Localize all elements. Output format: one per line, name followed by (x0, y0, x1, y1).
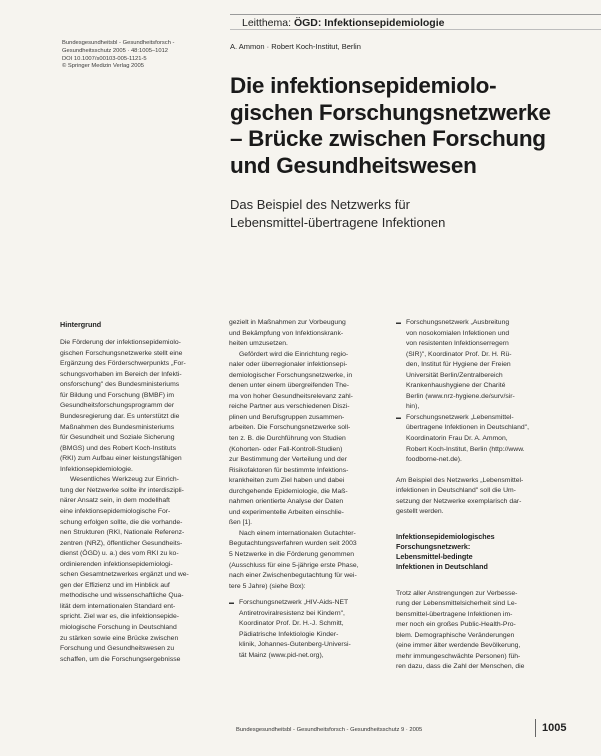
text-line: gen der Effizienz und im Hinblick auf (60, 581, 170, 589)
title-line: und Gesundheitswesen (230, 152, 477, 178)
text-line: gestellt werden. (396, 508, 444, 516)
text-line: mehr immungeschwächte Personen) füh- (396, 652, 521, 660)
text-line: tung der Netzwerke sollte ihr interdiszipli- (60, 486, 184, 494)
text-line: zur Bestimmung der Verteilung und der (229, 456, 347, 464)
text-line: rung der Lebensmittelsicherheit sind Le- (396, 600, 517, 608)
citation-block (62, 40, 212, 71)
text-line: Risikofaktoren für bestimmte Infektions- (229, 466, 349, 474)
text-line: Trotz aller Anstrengungen zur Verbesse- (396, 589, 518, 597)
paragraph (229, 529, 379, 592)
text-line: Bundesregierung dar. Es unterstützt die (60, 413, 180, 421)
text-line: setzung der Netzwerke exemplarisch dar- (396, 497, 522, 505)
text-line: Maßnahmen des Bundesministeriums (60, 423, 175, 431)
article-subtitle (230, 196, 570, 231)
text-line: ren dazu, dass die Zahl der Menschen, die (396, 663, 525, 671)
text-line: ▬ Forschungsnetzwerk „Lebensmittel- (396, 413, 561, 424)
paragraph (396, 589, 561, 673)
text-line: schung erfolgen sollte, die die vorhande- (60, 518, 183, 526)
text-line: für Bildung und Forschung (BMBF) im (60, 391, 175, 399)
text-line: (RKI) zum Aufbau einer leistungsfähigen (60, 455, 182, 463)
text-line: von resistenten Infektionserregern (406, 340, 509, 348)
text-line: ßen [1]. (229, 519, 253, 527)
text-line: tere 5 Jahre) (siehe Box): (229, 582, 306, 590)
section-topic: ÖGD: Infektionsepidemiologie (293, 17, 445, 29)
text-line: spricht. Ziel war es, die infektionsepide- (60, 613, 179, 621)
text-line: Nach einem internationalen Gutachter- (239, 529, 356, 537)
paragraph (396, 476, 561, 518)
text-line: dienst (ÖGD) u. a.) des vom RKI zu ko- (60, 550, 179, 558)
text-line: (SIR)", Koordinator Prof. Dr. H. Rü- (406, 350, 512, 358)
heading-line: Forschungsnetzwerk: (396, 542, 471, 552)
text-line: von nosokomialen Infektionen und (406, 329, 510, 337)
section-heading (396, 532, 561, 573)
text-line: infektionen in Deutschland" soll die Um- (396, 487, 516, 495)
text-line: eine infektionsepidemiologische For- (60, 507, 171, 515)
paragraph (229, 318, 379, 350)
text-line: miologische Forschung in Deutschland (60, 623, 177, 631)
title-line: Die infektionsepidemiolo- (230, 73, 497, 98)
copyright-line: © Springer Medizin Verlag 2005 (62, 63, 144, 70)
heading-line: Lebensmittel-bedingte (396, 552, 473, 562)
text-line: blem. Demographische Veränderungen (396, 631, 515, 639)
text-line: tät Mainz (www.pid-net.org), (239, 651, 324, 659)
title-line: – Brücke zwischen Forschung (230, 126, 546, 151)
text-line: ordinierenden infektionsepidemiologi- (60, 560, 173, 568)
text-line: Die Förderung der infektionsepidemiolo- (60, 339, 181, 347)
text-line: nen Strukturen (RKI, Nationale Referenz- (60, 529, 185, 537)
text-line: (eine immer älter werdende Bevölkerung, (396, 642, 521, 650)
text-line: Gefördert wird die Einrichtung regio- (239, 350, 349, 358)
title-line: gischen Forschungsnetzwerke (230, 99, 551, 125)
subtitle-line: Lebensmittel-übertragene Infektionen (230, 214, 446, 230)
text-line: methodische und wissenschaftliche Qua- (60, 592, 184, 600)
text-line: und Bekämpfung von Infektionskrank- (229, 329, 344, 337)
text-line: arbeiten. Die Forschungsnetzwerke soll- (229, 424, 351, 432)
text-line: (BMGS) und des Robert Koch-Instituts (60, 444, 176, 452)
section-label: Leitthema: (242, 17, 292, 29)
text-line: plinen und Berufsgruppen zusammen- (229, 413, 345, 421)
text-line: Wesentliches Werkzeug zur Einrich- (70, 476, 179, 484)
text-line: klinik, Johannes-Gutenberg-Universi- (239, 641, 351, 649)
heading-line: Infektionen in Deutschland (396, 562, 488, 572)
text-line: ma von hoher Gesundheitsrelevanz zahl- (229, 392, 353, 400)
text-line: Begutachtungsverfahren wurden seit 2003 (229, 540, 357, 548)
text-line: Koordinatorin Frau Dr. A. Ammon, (406, 435, 508, 443)
text-line: Universität Berlin/Zentralbereich (406, 371, 503, 379)
text-line: und experimentelle Arbeiten einschlie- (229, 508, 344, 516)
text-line: gezielt in Maßnahmen zur Vorbeugung (229, 319, 346, 326)
text-line: für Gesundheit und Soziale Sicherung (60, 434, 175, 442)
text-line: Koordinator Prof. Dr. H.-J. Schmitt, (239, 620, 344, 628)
bullet-item (396, 318, 561, 413)
text-line: schen Gesamtnetzwerkes ergänzt und we- (60, 571, 189, 579)
text-line: gischen Forschungsnetzwerke stellt eine (60, 349, 183, 357)
text-line: bensmittel-übertragene Infektionen im- (396, 610, 513, 618)
bullet-item (396, 413, 561, 466)
text-line: Krankenhaushygiene der Charité (406, 382, 506, 390)
text-line: 5 Netzwerke in die Förderung genommen (229, 551, 355, 559)
text-line: nach einer Zwischenbegutachtung für wei- (229, 572, 357, 580)
text-line: mer noch ein großes Public-Health-Pro- (396, 621, 516, 629)
text-line: zu stärken sowie eine Brücke zwischen (60, 634, 179, 642)
text-line: hin), (406, 403, 420, 411)
text-line: naler oder überregionaler infektionsepi- (229, 361, 348, 369)
paragraph (60, 338, 215, 475)
text-line: durchgehende Epidemiologie, die Maß- (229, 487, 348, 495)
text-line: ▬ Forschungsnetzwerk „HIV-Aids-NET (229, 598, 379, 609)
text-column-3 (396, 318, 561, 673)
text-column-1 (60, 320, 215, 665)
text-line: lität dem internationalen Standard ent- (60, 602, 176, 610)
text-line: übertragene Infektionen in Deutschland", (406, 424, 529, 432)
text-line: Infektionsepidemiologie. (60, 465, 133, 473)
subtitle-line: Das Beispiel des Netzwerks für (230, 197, 410, 212)
text-line: heiten umzusetzen. (229, 340, 288, 348)
text-column-2 (229, 318, 379, 662)
text-line: ▬ Forschungsnetzwerk „Ausbreitung (396, 318, 561, 329)
text-line: reiche Partner aus verschiedenen Diszi- (229, 403, 350, 411)
text-line: den, Institut für Hygiene der Freien (406, 361, 511, 369)
text-line: Ergänzung des Förderschwerpunkts „For- (60, 360, 186, 368)
text-line: denen unter einem übergreifenden The- (229, 382, 350, 390)
text-line: nahmen orientierte Analyse der Daten (229, 498, 344, 506)
text-line: schaffen, um die Forschungsergebnisse (60, 655, 181, 663)
text-line: (Ausschluss für eine 5-jährige erste Phase, (229, 561, 359, 569)
text-line: (Kohorten- oder Fall-Kontroll-Studien) (229, 445, 343, 453)
section-heading: Hintergrund (60, 320, 102, 329)
paragraph (229, 350, 379, 529)
text-line: Robert Koch-Institut, Berlin (http://www. (406, 445, 525, 453)
article-title (230, 73, 590, 179)
bullet-item (229, 598, 379, 661)
text-line: onsforschung" des Bundesministeriums (60, 381, 180, 389)
text-line: Berlin (www.nrz-hygiene.de/surv/sir- (406, 392, 515, 400)
text-line: foodborne-net.de). (406, 456, 462, 464)
text-line: schungsvorhaben im Bereich der Infekti- (60, 370, 182, 378)
section-header (230, 14, 601, 30)
page-number: 1005 (535, 719, 592, 737)
text-line: krankheiten zum Ziel haben und dabei (229, 477, 345, 485)
text-line: Pädiatrische Infektiologie Kinder- (239, 630, 339, 638)
text-line: ten z. B. die Durchführung von Studien (229, 435, 346, 443)
text-line: Antiretroviralresistenz bei Kindern", (239, 609, 345, 617)
author-line: A. Ammon · Robert Koch-Institut, Berlin (230, 42, 361, 51)
paragraph (60, 475, 215, 665)
running-footer: Bundesgesundheitsbl - Gesundheitsforsch - Gesundheitsschutz 9 · 2005 (236, 727, 423, 733)
text-line: zentren (NRZ), öffentlicher Gesundheits- (60, 539, 183, 547)
text-line: demiologischer Forschungsnetzwerke, in (229, 371, 353, 379)
text-line: Forschung und Gesundheitswesen zu (60, 645, 175, 653)
citation-line: Bundesgesundheitsbl - Gesundheitsforsch - (62, 40, 175, 46)
text-line: Gesundheitsforschungsprogramm der (60, 402, 175, 410)
heading-line: Infektionsepidemiologisches (396, 531, 495, 541)
citation-line: Gesundheitsschutz 2005 · 48:1005–1012 (62, 47, 169, 54)
text-line: närer Ansatz sein, in dem modellhaft (60, 497, 170, 505)
doi-line: DOI 10.1007/s00103-005-1121-5 (62, 55, 147, 62)
text-line: Am Beispiel des Netzwerks „Lebensmittel- (396, 476, 524, 484)
